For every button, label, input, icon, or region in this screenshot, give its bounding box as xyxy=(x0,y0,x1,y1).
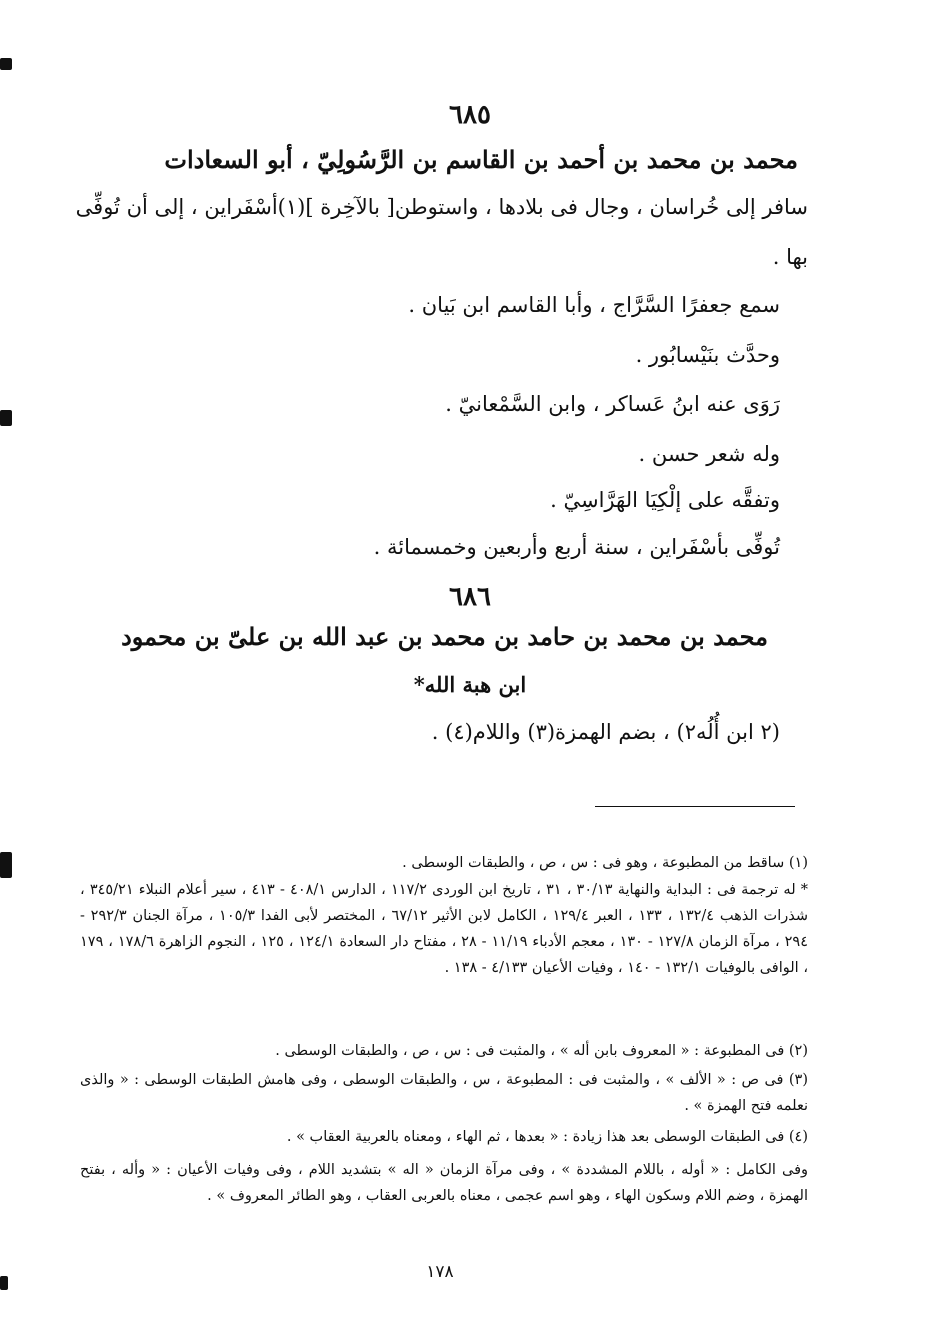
footnote: (١) ساقط من المطبوعة ، وهو فى : س ، ص ، والطبقات الوسطى . xyxy=(402,855,808,871)
body-line: (٢ ابن أُلُه٢) ، بضم الهمزة(٣) واللام(٤) . xyxy=(431,720,780,744)
body-line: وحدَّث بنَيْسابُور . xyxy=(635,343,780,367)
footnote: (٣) فى ص : « الألف » ، والمثبت فى : المطبوعة ، س ، والطبقات الوسطى ، وفى هامش الطبقات الوسطى : « والذى نعلمه فتح الهمزة » . xyxy=(80,1072,808,1114)
body-line: سمع جعفرًا السَّرَّاج ، وأبا القاسم ابن بَيان . xyxy=(408,293,780,317)
entry-heading: محمد بن محمد بن أحمد بن القاسم بن الرَّسُولِيّ ، أبو السعادات xyxy=(164,145,798,174)
body-line: وله شعر حسن . xyxy=(638,442,780,466)
entry-heading: محمد بن محمد بن حامد بن محمد بن عبد الله بن علىّ بن محمود xyxy=(121,622,768,651)
scan-margin-mark xyxy=(0,58,12,70)
body-line: وتفقَّه على إلْكِيَا الهَرَّاسِيّ . xyxy=(550,488,780,512)
body-line: سافر إلى خُراسان ، وجال فى بلادها ، واستوطن[ بالآخِرة ](١)أسْفَراين ، إلى أن تُوفِّى xyxy=(75,195,808,219)
page-number: ١٧٨ xyxy=(426,1262,454,1282)
entry-number: ٦٨٥ xyxy=(449,100,491,130)
footnote-separator xyxy=(595,806,795,807)
footnote: (٤) فى الطبقات الوسطى بعد هذا زيادة : « بعدها ، ثم الهاء ، ومعناه بالعربية العقاب » . xyxy=(286,1129,808,1145)
body-line: بها . xyxy=(772,245,808,269)
body-line: رَوَى عنه ابنُ عَساكر ، وابن السَّمْعانيّ . xyxy=(445,392,780,416)
footnote: وفى الكامل : « أوله ، باللام المشددة » ، وفى مرآة الزمان « اله » بتشديد اللام ، وفى وفيات الأعيان : « وأله ، بفتح الهمزة ، وضم اللام وسكون الهاء ، وهو اسم عجمى ، معناه بالعربى العقاب ، وهو الطائر المعروف » . xyxy=(80,1162,808,1204)
footnote: (٢) فى المطبوعة : « المعروف بابن أله » ، والمثبت فى : س ، ص ، والطبقات الوسطى . xyxy=(275,1043,808,1059)
footnote: * له ترجمة فى : البداية والنهاية ٣٠/١٣ ، ٣١ ، تاريخ ابن الوردى ١١٧/٢ ، الدارس ٤٠٨/١ - ٤١٣ ، سير أعلام النبلاء ٣٤٥/٢١ ، شذرات الذهب ١٣٢/٤ ، ١٣٣ ، العبر ١٢٩/٤ ، الكامل لابن الأثير ٦٧/١٢ ، المختصر لأبى الفدا ١٠٥/٣ ، مرآة الجنان ٢٩٢/٣ - ٢٩٤ ، مرآة الزمان ١٢٧/٨ - ١٣٠ ، معجم الأدباء ١١/١٩ - ٢٨ ، مفتاح دار السعادة ١٢٤/١ ، ١٢٥ ، النجوم الزاهرة ١٧٨/٦ ، ١٧٩ ، الوافى بالوفيات ١٣٢/١ - ١٤٠ ، وفيات الأعيان ٤/١٣٣ - ١٣٨ . xyxy=(80,882,809,976)
entry-heading-continuation: ابن هبة الله* xyxy=(413,672,527,697)
entry-number: ٦٨٦ xyxy=(449,582,491,612)
scan-margin-mark xyxy=(0,410,12,426)
scan-margin-mark xyxy=(0,852,12,878)
body-line: تُوفِّى بأسْفَراين ، سنة أربع وأربعين وخمسمائة . xyxy=(373,535,780,559)
scan-margin-mark xyxy=(0,1276,8,1290)
